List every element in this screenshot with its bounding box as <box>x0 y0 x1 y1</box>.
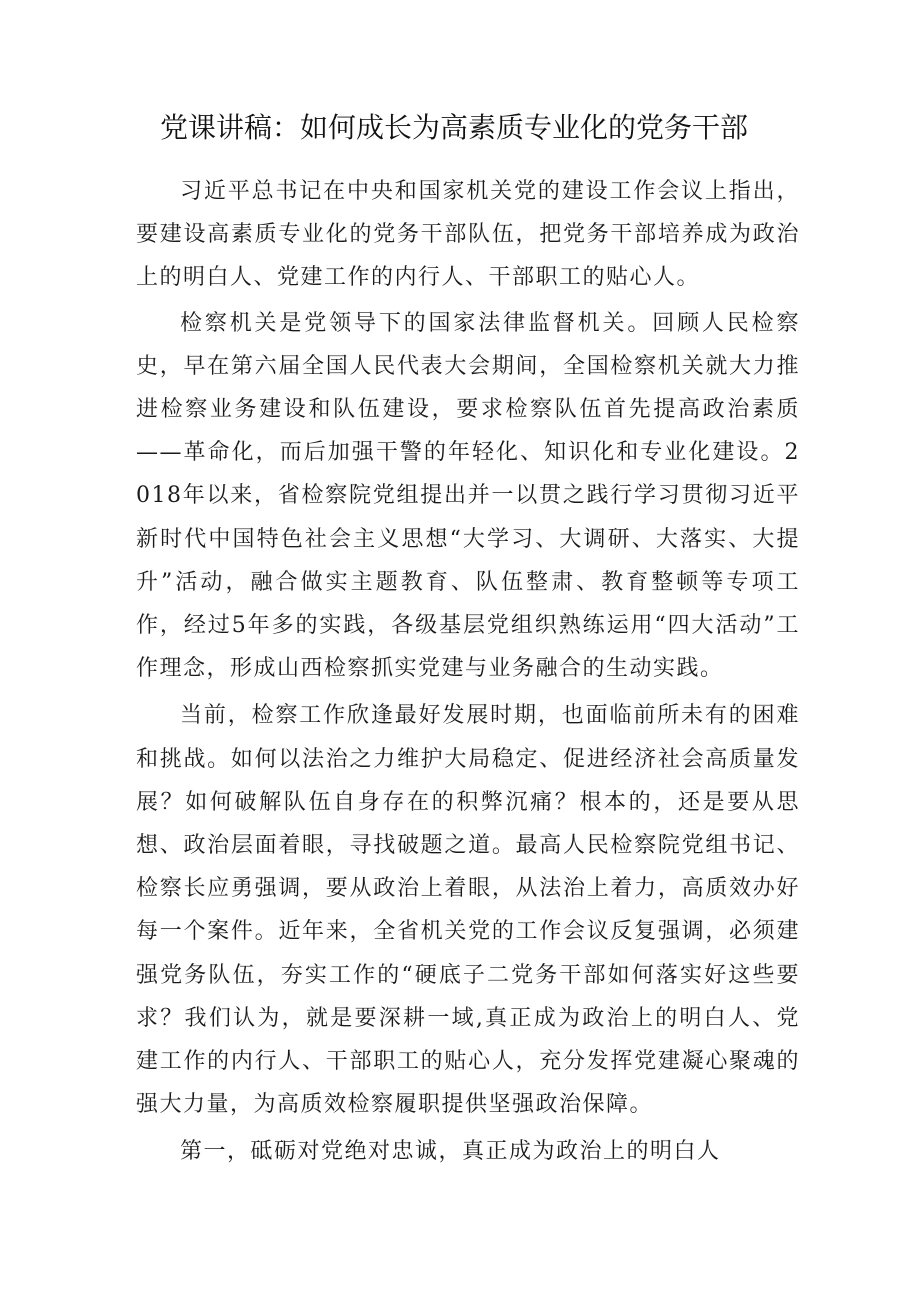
paragraph-intro: 习近平总书记在中央和国家机关党的建设工作会议上指出，要建设高素质专业化的党务干部队伍，把党务干部培养成为政治上的明白人、党建工作的内行人、干部职工的贴心人。 <box>136 179 800 291</box>
document-body <box>136 170 800 1176</box>
paragraph-current-situation: 当前，检察工作欣逢最好发展时期，也面临前所未有的困难和挑战。如何以法治之力维护大局稳定、促进经济社会高质量发展？如何破解队伍自身存在的积弊沉痛？根本的，还是要从思想、政治层面着眼，寻找破题之道。最高人民检察院党组书记、检察长应勇强调，要从政治上着眼，从法治上着力，高质效办好每一个案件。近年来，全省机关党的工作会议反复强调，必须建强党务队伍，夯实工作的“硬底子二党务干部如何落实好这些要求？我们认为，就是要深耕一域,真正成为政治上的明白人、党建工作的内行人、干部职工的贴心人，充分发挥党建凝心聚魂的强大力量，为高质效检察履职提供坚强政治保障。 <box>136 703 800 1118</box>
paragraph-procuratorate-history: 检察机关是党领导下的国家法律监督机关。回顾人民检察史，早在第六届全国人民代表大会期间，全国检察机关就大力推进检察业务建设和队伍建设，要求检察队伍首先提高政治素质——革命化，而后加强干警的年轻化、知识化和专业化建设。2018年以来，省检察院党组提出并一以贯之践行学习贯彻习近平新时代中国特色社会主义思想“大学习、大调研、大落实、大提升”活动，融合做实主题教育、队伍整肃、教育整顿等专项工作，经过5年多的实践，各级基层党组织熟练运用“四大活动”工作理念，形成山西检察抓实党建与业务融合的生动实践。 <box>136 310 800 682</box>
section-heading-first: 第一，砥砺对党绝对忠诚，真正成为政治上的明白人 <box>180 1139 721 1165</box>
document-title: 党课讲稿：如何成长为高素质专业化的党务干部 <box>160 111 749 144</box>
